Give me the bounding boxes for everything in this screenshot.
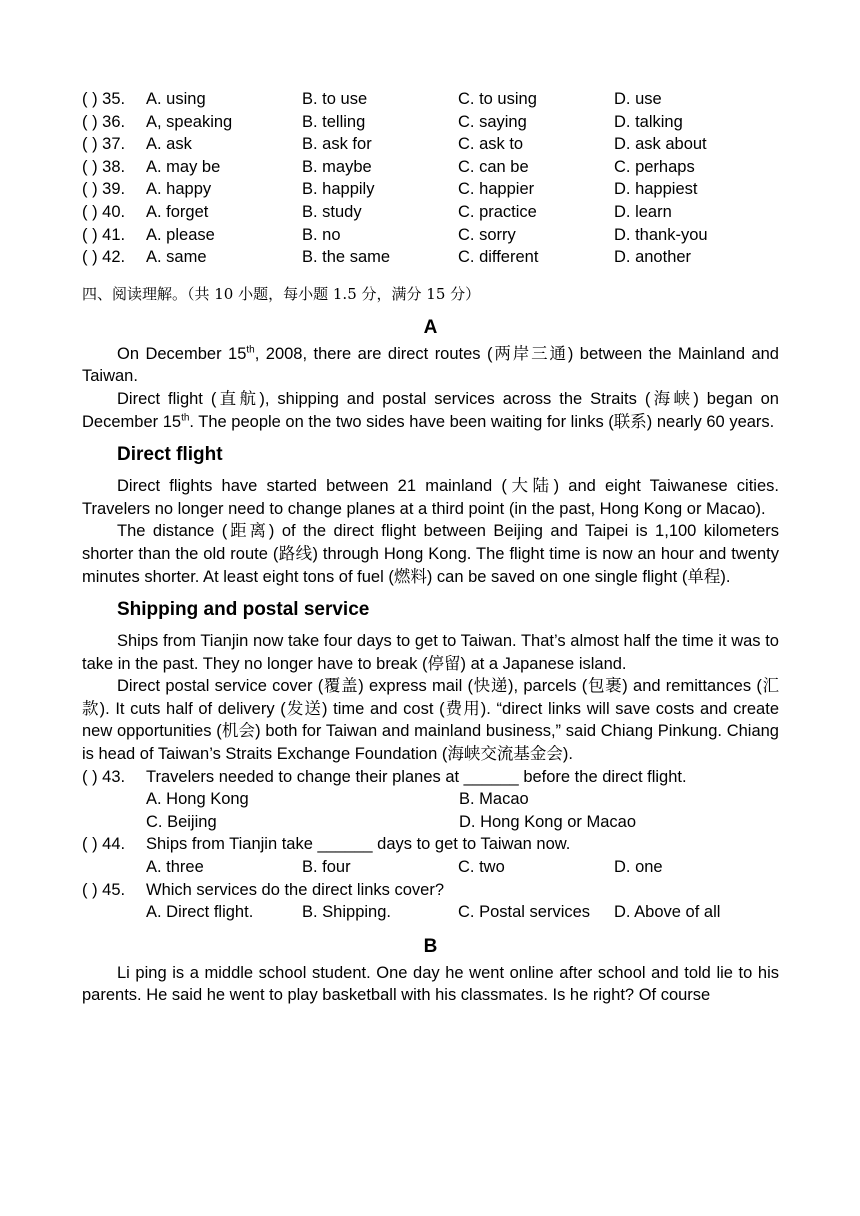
option-d: D. Hong Kong or Macao [459,812,637,831]
paragraph-text: . The people on the two sides have been waiting for links (联系) nearly 60 years. [189,412,775,431]
question-number: ( ) 40. [82,202,126,221]
option-c: C. sorry [458,225,516,244]
question-number: ( ) 36. [82,112,126,131]
option-a: A. Direct flight. [146,903,254,922]
option-c: C. happier [458,180,535,199]
paragraph-links [82,388,779,433]
question-text: Which services do the direct links cover? [146,880,445,899]
mc-row-36 [82,111,779,134]
question-number: ( ) 45. [82,880,126,899]
option-a: A. forget [146,202,209,221]
paragraph-direct-flights: Direct flights have started between 21 mainland (大陆) and eight Taiwanese cities. Travelers no longer need to change planes at a third point (in the past, Hong Kong or Macao). [82,477,779,518]
subheading-shipping: Shipping and postal service [117,599,370,621]
superscript: th [246,344,255,356]
option-c: C. can be [458,157,529,176]
option-c: C. Beijing [146,812,217,831]
option-a: A. happy [146,180,212,199]
mc-row-41 [82,224,779,247]
part-a-title: A [423,316,438,338]
mc-row-42 [82,246,779,269]
option-a: A, speaking [146,112,233,131]
question-number: ( ) 41. [82,225,126,244]
question-text: Travelers needed to change their planes at ______ before the direct flight. [146,767,687,786]
paragraph-text: Direct flight (直航), shipping and postal services across the Straits (海峡) began on December 15 [82,389,779,431]
paragraph-text: , 2008, there are direct routes (两岸三通) between the Mainland and Taiwan. [82,344,779,386]
option-d: D. thank-you [614,225,708,244]
subheading-direct-flight: Direct flight [117,444,223,466]
option-a: A. using [146,90,206,108]
superscript: th [181,412,190,424]
question-43-options-row-2 [82,811,779,834]
mc-row-38 [82,156,779,179]
option-d: D. learn [614,202,672,221]
option-d: D. use [614,90,662,108]
option-a: A. please [146,225,215,244]
mc-row-40 [82,201,779,224]
option-b: B. Macao [459,790,529,809]
paragraph-text: On December 15 [117,344,247,363]
question-44-options [82,856,779,879]
option-b: B. four [302,858,351,877]
part-b-title: B [423,935,438,957]
question-43 [82,766,779,789]
paragraph-ships: Ships from Tianjin now take four days to get to Taiwan. That’s almost half the time it was to take in the past. They no longer have to break (停留) at a Japanese island. [82,632,779,673]
section-heading-reading: 四、阅读理解。（共 10 小题，每小题 1.5 分，满分 15 分） [82,284,481,303]
mc-row-37 [82,133,779,156]
option-a: A. Hong Kong [146,790,249,809]
option-d: D. talking [614,112,683,131]
option-d: D. another [614,248,692,267]
option-a: A. may be [146,157,221,176]
option-b: B. telling [302,112,366,131]
question-number: ( ) 39. [82,180,126,199]
option-c: C. practice [458,202,537,221]
option-b: B. Shipping. [302,903,391,922]
option-c: C. to using [458,90,537,108]
option-b: B. maybe [302,157,372,176]
option-c: C. two [458,858,505,877]
option-b: B. happily [302,180,375,199]
option-d: D. ask about [614,135,707,154]
question-number: ( ) 42. [82,248,126,267]
question-number: ( ) 38. [82,157,126,176]
option-d: C. perhaps [614,157,695,176]
option-d: D. Above of all [614,903,721,922]
question-45-options [82,901,779,924]
option-c: C. Postal services [458,903,591,922]
option-a: A. same [146,248,207,267]
paragraph-intro [82,343,779,388]
question-text: Ships from Tianjin take ______ days to get to Taiwan now. [146,835,571,854]
mc-question-list [82,88,779,269]
question-number: ( ) 43. [82,767,126,786]
option-c: C. saying [458,112,527,131]
question-45 [82,879,779,902]
option-c: C. different [458,248,539,267]
exam-page [82,88,779,1007]
mc-row-39 [82,178,779,201]
question-number: ( ) 35. [82,90,126,108]
option-d: D. one [614,858,663,877]
option-d: D. happiest [614,180,698,199]
option-c: C. ask to [458,135,524,154]
question-44 [82,833,779,856]
question-number: ( ) 37. [82,135,126,154]
option-b: B. to use [302,90,368,108]
question-number: ( ) 44. [82,835,126,854]
paragraph-li-ping: Li ping is a middle school student. One day he went online after school and told lie to his parents. He said he went to play basketball with his classmates. Is he right? Of course [82,963,779,1005]
paragraph-distance: The distance (距离) of the direct flight between Beijing and Taipei is 1,100 kilometers shorter than the old route (路线) through Hong Kong. The flight time is now an hour and twenty minutes shorter. At least eight tons of fuel (燃料) can be saved on one single flight (单程). [82,522,779,586]
option-a: A. three [146,858,204,877]
paragraph-postal: Direct postal service cover (覆盖) express mail (快递), parcels (包裹) and remittances (汇款). It cuts half of delivery (发送) time and cost (费用). “direct links will save costs and create new opportunities (机会) both for Taiwan and mainland business,” said Chiang Pinkung. Chiang is head of Taiwan’s Straits Exchange Foundation (海峡交流基金会). [82,677,779,764]
option-b: B. study [302,202,362,221]
option-b: B. no [302,225,341,244]
mc-row-35 [82,88,779,111]
question-43-options-row-1 [82,788,779,811]
option-a: A. ask [146,135,192,154]
option-b: B. ask for [302,135,372,154]
option-b: B. the same [302,248,391,267]
